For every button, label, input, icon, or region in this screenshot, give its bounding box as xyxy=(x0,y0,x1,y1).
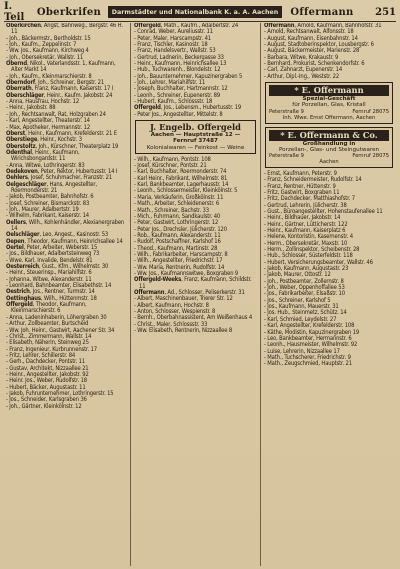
advertisement-box xyxy=(265,127,393,168)
directory-entry: - Heinr., Jakobstr. 88 xyxy=(6,105,56,112)
ad-phone: Fernruf 28075 xyxy=(352,152,389,159)
ad-address: Peterstraße 9 xyxy=(269,108,304,115)
directory-entry: Oepen, Theodor, Kaufmann, Heinrichsallee 14 xyxy=(6,238,123,245)
directory-entry: - Math., Schreiner, Bachstr. 33 xyxy=(134,207,209,214)
directory-entry: - Josef, Schreiner, Bismarckstr. 83 xyxy=(6,200,90,207)
directory-entry: - Joh., Gärtner, Kleinkölnstr. 12 xyxy=(6,403,82,410)
directory-entry: - Wilh., Kaufmann, Pontstr. 108 xyxy=(134,156,211,163)
ad-address: Peterstraße 9 xyxy=(269,152,304,159)
directory-entry: - Christ., Maler, Schlossstr. 33 xyxy=(134,321,208,328)
directory-entry: - Ww. Maria, Rentnerin, Rudolfstr. 14 xyxy=(134,264,225,271)
directory-entry: - Elisabeth, Näherin, Steinweg 25 xyxy=(6,340,89,347)
directory-entry: - Jos., Schreiner, Karlshof 5 xyxy=(264,297,331,304)
directory-entry: - Fritz, Dachdecker, Matthiashofstr. 7 xyxy=(264,196,355,203)
directory-entry: - Käthe, Modistin, Kapuzinergraben 19 xyxy=(264,329,360,336)
directory-entry: Oertel, Peter, Arbeiter, Weberstr. 15 xyxy=(6,245,98,252)
directory-entry: - Fritz, Lehrer, Schillerstr. 84 xyxy=(6,352,76,359)
directory-entry: - Franz, Tischler, Kasinostr. 18 xyxy=(134,42,208,49)
directory-entry: - Heinr., Bildhauer, Jakobstr. 14 xyxy=(264,215,341,222)
directory-entry: - Heinr., Steuerinsp., Mariahilfstr. 6 xyxy=(6,270,92,277)
directory-entry: Odenthal, Heinr., Kaufmann, Wirichsbongardstr. 11 xyxy=(6,149,80,163)
directory-entry: - Jakob, Maurer, Ottostr. 12 xyxy=(264,272,331,279)
advertising-banner: Darmstädter und Nationalbank K. a. A. Aachen xyxy=(108,6,282,18)
directory-entry: - Arthur, Dipl.-Ing., Weststr. 22 xyxy=(264,73,340,80)
directory-entry: - Arthur, Zollbeamter, Burtscheid xyxy=(6,321,89,328)
directory-entry: - Anna, Hausfrau, Hochstr. 12 xyxy=(6,99,80,106)
directory-entry: Oedekoven, Peter, Rektor, Hubertusstr. 14 I xyxy=(6,168,118,175)
directory-entry: - Peter, Gastwirt, Lothringerstr. 12 xyxy=(134,220,219,227)
directory-entry: - Heinr., Angestellter, Jakobstr. 92 xyxy=(6,371,89,378)
directory-entry: - Leonh., Schlossermeister, Kleinkölnstr. 5 xyxy=(134,188,238,195)
directory-entry: - Franz, Ingenieur, Kurbrunnenstr. 17 xyxy=(6,346,97,353)
directory-entry: - Theod., Kaufmann, Martinstr. 28 xyxy=(134,245,218,252)
directory-entry: - Mich., Fuhrmann, Sandkaulstr. 40 xyxy=(134,213,221,220)
directory-entry: - Joh., Lehrer, Mariahilfstr. 11 xyxy=(134,80,206,87)
directory-entry: - Rudolf, Postschaffner, Karlshof 16 xyxy=(134,239,221,246)
directory-entry: - Ww. Joh. Heinr., Gastwirt, Aachener Str. 34 xyxy=(6,327,115,334)
directory-entry: Oelschläger, Leo, Angest., Kasinostr. 53 xyxy=(6,232,109,239)
directory-entry: Oberrath, Franz, Kaufmann, Kaiserstr. 17 I xyxy=(6,86,114,93)
directory-entry: - Joh., Postbeamter, Zollernstr. 8 xyxy=(264,278,344,285)
directory-entry: - Joh., Kaufm., Kleinmarschierstr. 8 xyxy=(6,73,92,80)
directory-entry: Oestrich, Jos., Rentner, Turmstr. 14 xyxy=(6,289,95,296)
directory-entry: - Carl, Zahnarzt, Eupenerstr. 14 xyxy=(264,67,343,74)
directory-entry: - Johanna, Witwe, Alexanderstr. 11 xyxy=(6,276,92,283)
directory-entry: Oberstiege, Heinr., Kochstr. 3 xyxy=(6,137,82,144)
directory-entry: - Heinr. Jos., Weber, Rudolfstr. 18 xyxy=(6,378,87,385)
directory-entry: - Jakob, Postbeamter, Bahnhofstr. 6 xyxy=(6,194,94,201)
directory-entry: - Albert, Kaufmann, Hochstr. 8 xyxy=(134,302,209,309)
directory-entry: - Jakob, Kaufmann, Augustastr. 23 xyxy=(264,266,349,273)
directory-entry: - Fritz, Gastwirt, Boxgraben 11 xyxy=(264,189,340,196)
column-1 xyxy=(3,23,130,566)
column-2 xyxy=(130,23,260,566)
directory-entry: - Hubert, Kaufm., Schlossstr. 18 xyxy=(134,99,213,106)
directory-entry: - Karl, Bankbeamter, Lagerhausstr. 14 xyxy=(134,182,229,189)
directory-entry: - Barbara, Witwe, Krakaustr. 9 xyxy=(264,54,339,61)
directory-entry: - Leonhard, Bahnbeamter, Elisabethstr. 14 xyxy=(6,283,112,290)
directory-entry: - Karl, Angestellter, Theaterstr. 14 xyxy=(6,118,90,125)
directory-entry: - Peter, Maler, Harscampstr. 41 xyxy=(134,35,211,42)
directory-entry: - Ww. Elisabeth, Rentnerin, Nizzaallee 8 xyxy=(134,328,233,335)
ad-title: J. Engelb. Offergeld xyxy=(150,122,241,133)
directory-entry: - Jakob, Fuhrunternehmer, Lothringerstr. 15 xyxy=(6,390,114,397)
directory-entry: - Joh., Maurer, Adalbertstr. 19 xyxy=(6,206,79,213)
advertisement-box xyxy=(135,120,256,154)
directory-entry: - Leonh., Schreiner, Eupenerstr. 89 xyxy=(134,92,221,99)
ad-phone: Fernruf 28075 xyxy=(352,108,389,115)
directory-entry: - Herm., Zollinspektor, Scheibenstr. 28 xyxy=(264,247,360,254)
directory-entry: - Maria, Verkäuferin, Großkölnstr. 11 xyxy=(134,194,224,201)
directory-entry: - Bernhard, Prokurist, Schenkendorfstr. 6 xyxy=(264,61,365,68)
directory-entry: Oberst, Heinr., Kaufmann, Krefelderstr. 21 E xyxy=(6,130,117,137)
page-header xyxy=(4,1,396,23)
directory-entry: - Wwe. Karl, Invalide, Bendelstr. 81 xyxy=(6,257,93,264)
directory-entry: Offermann, Arnold, Kaufmann, Bahnhofstr. 31 xyxy=(264,23,382,29)
directory-entry: - Math., Arbeiter, Schleidenerstr. 6 xyxy=(134,201,220,208)
directory-entry: - Jos. Hub., Steinmetz, Schütz. 14 xyxy=(264,310,347,317)
page-number: 251 xyxy=(375,6,396,18)
directory-entry: - Hub., Schlosser, Süsterfeldstr. 118 xyxy=(264,253,353,260)
directory-entry: Obernd, Nikol., Vaterlandsstr. 1, Kaufmann, Alter Markt 14 xyxy=(6,61,116,74)
directory-entry: - Hubert, Versicherungsbeamter, Wallstr. 46 xyxy=(264,259,373,266)
directory-entry: Oberndorf, Joh., Schreiner, Bergstr. 21 xyxy=(6,80,105,87)
directory-entry: - Anna, Witwe, Lothringerstr. 83 xyxy=(6,162,85,169)
directory-entry: - Anton, Schlosser, Wespienstr. 8 xyxy=(134,309,216,316)
directory-entry: Oehlers, Josef, Schuhmacher, Franzstr. 21 xyxy=(6,175,113,182)
ad-subtitle-2: für Porzellan, Glas, Kristall xyxy=(292,102,366,109)
directory-entry: - Herm., Obersekretär, Maxstr. 10 xyxy=(264,240,348,247)
directory-entry: Oberschläger, Heinr., Kaufm. Jakobstr. 24 xyxy=(6,92,113,99)
directory-entry: - Christ., Zimmermann, Wallstr. 14 xyxy=(6,333,92,340)
left-guide-word: Oberkrifen xyxy=(36,6,102,18)
directory-entry: Oberkirchen, Angst, Bahnweg., Bergstr. 46 H. 11 xyxy=(6,23,123,36)
directory-entry: - Wilhelm, Fabrikant, Kaiserstr. 14 xyxy=(6,213,89,220)
directory-entry: - Karl, Angestellter, Krefelderstr. 108 xyxy=(264,323,355,330)
column-3 xyxy=(260,23,397,566)
directory-entry: - Karl, Buchhalter, Roermonderstr. 74 xyxy=(134,169,227,176)
directory-entry: - Leo, Bankbeamter, Hermannstr. 6 xyxy=(264,335,352,342)
directory-entry: - Conrad, Weber, Aureliusstr. 11 xyxy=(134,29,213,36)
directory-entry: - Albert, Maschinenbauer, Trierer Str. 12 xyxy=(134,296,233,303)
directory-entry: - Anna, Ladeninhaberin, Löhergraben 30 xyxy=(6,314,107,321)
ad-title: * E. Offermann xyxy=(269,85,389,96)
directory-entry: Oettinghaus, Wilh., Hüttenmstr. 18 xyxy=(6,295,97,302)
directory-entry: - Arnold, Rechtsanwalt, Alfonsstr. 18 xyxy=(264,29,354,36)
directory-entry: - Ww. Jos., Kaufmannswitwe, Boxgraben 9 xyxy=(134,270,239,277)
directory-entry: Oelgeschläger, Hans, Angestellter, Roermonderstr. 21 xyxy=(6,181,97,194)
directory-entry: Offermann, Ad., Schlosser, Peliserkerstr. 31 xyxy=(134,289,245,296)
directory-entry: - Joh., Bauunternehmer, Kapuzinergraben 5 xyxy=(134,73,243,80)
directory-entry: - Max, Apotheker, Hermannstr. 12 xyxy=(6,124,91,131)
directory-entry: - Jos., Schneider, Karlsgraben 36 xyxy=(6,397,87,404)
directory-entry: Offergeld, Jos., Lebensm., Hubertusstr. 19 xyxy=(134,105,242,112)
directory-entry: - Joh., Rechtsanwalt, Rat, Holzgraben 24 xyxy=(6,111,106,118)
directory-entry: Oesterreich, Gust., Kfm., Wilhelmstr. 30 xyxy=(6,264,109,271)
directory-entry: - Bernh., Oberbahnassistent, Am Weißenhaus 4 xyxy=(134,315,253,322)
directory-entry: Offergeld, Theodor, Kaufmann, Kleinmarschierstr. 6 xyxy=(6,302,87,315)
directory-entry: - Joseph, Buchhalter, Hartmannstr. 12 xyxy=(134,86,228,93)
directory-entry: - Gertrud, Lehrerin, Jülicherstr. 38 xyxy=(264,202,347,209)
directory-entry: - Wilh., Angestellter, Friedrichstr. 17 xyxy=(134,258,223,265)
ad-title: * E. Offermann & Co. xyxy=(269,130,389,141)
directory-entry: - Jos., Bildhauer, Adalbertsteinweg 73 xyxy=(6,251,100,258)
ad-subtitle: Spezial-Geschäft xyxy=(302,96,356,103)
directory-entry: - Gerh., Dachdecker, Pontstr. 11 xyxy=(6,359,86,366)
directory-entry: - Rob., Kaufmann, Alexanderstr. 11 xyxy=(134,232,221,239)
directory-entry: - Hubert, Bäcker, Augustastr. 11 xyxy=(6,384,86,391)
directory-entry: Oellers, Wilh., Kohlenhändler, Alexianergraben 14 xyxy=(6,219,125,232)
ad-subtitle-2: Porzellan-, Glas- und Steingutwaren xyxy=(278,146,380,153)
directory-entry: - Franz, Schneidermeister, Rudolfstr. 14 xyxy=(264,177,362,184)
directory-entry: - Gustav, Architekt, Nizzaallee 21 xyxy=(6,365,89,372)
directory-entry: - Joh., Kaufm., Zeppelinstr. 7 xyxy=(6,42,77,49)
ad-owner: Aachen xyxy=(319,158,339,165)
directory-entry: - Franz, Handelsvertr., Wallstr. 53 xyxy=(134,48,216,55)
directory-entry: - August, Stadtoberinspektor, Lousbergstr. 6 xyxy=(264,42,374,49)
directory-entry: Offergeld, Math., Kaufm., Adalbertstr. 24 xyxy=(134,23,239,29)
directory-entry: - Karl, Schmied, Leydelstr. 27 xyxy=(264,316,337,323)
right-guide-word: Offermann xyxy=(290,6,354,18)
directory-entry: Offergeld-Weeks, Franz, Kaufmann, Schildstr. 11 xyxy=(134,277,252,290)
directory-entry: - Peter Jos., Angestellter, Mittelstr. 8 xyxy=(134,111,223,118)
directory-entry: - Hub., Tuchwarenh., Blondelstr. 12 xyxy=(134,67,221,74)
directory-entry: - Leonh., Hausmeister, Wilhelmstr. 92 xyxy=(264,342,358,349)
directory-entry: - Wilh., Fabrikarbeiter, Harscampstr. 8 xyxy=(134,251,228,258)
advertisement-box xyxy=(265,82,393,123)
directory-entry: - Heinr., Kaufmann, Heinrichsallee 13 xyxy=(134,61,227,68)
directory-entry: - Jos., Fabrikarbeiter, Elsaßstr. 10 xyxy=(264,291,346,298)
directory-entry: - Josef, Kürschner, Pontstr. 21 xyxy=(134,163,207,170)
directory-entry: - Franz, Rentner, Hüttenstr. 9 xyxy=(264,183,336,190)
directory-entry: - Joh., Bäckermstr., Bertholdstr. 15 xyxy=(6,35,91,42)
directory-entry: - Math., Tuchscherer, Friedrichstr. 9 xyxy=(264,354,351,361)
directory-entry: Oberstoltz, Joh., Kürschner, Theaterplatz 19 xyxy=(6,143,119,150)
ad-subtitle: Großhandlung in xyxy=(302,140,356,147)
header-rule xyxy=(4,21,396,22)
directory-entry: - Joh., Obersekretär, Wallstr. 11 xyxy=(6,54,84,61)
directory-entry: - August, Kaufmann, Eisenbahnstr. 14 xyxy=(264,35,358,42)
part-label: I. Teil xyxy=(4,1,25,23)
directory-entry: - Heinr., Gärtner, Lütticherstr. 122 xyxy=(264,221,348,228)
directory-entry: - Helene, Kontoristin, Kasernenstr. 4 xyxy=(264,234,353,241)
ad-subtitle-2: Kolonialwaren — Feinkost — Weine xyxy=(146,144,245,151)
directory-entry: - Gust., Büroangestellter, Hohenstaufenallee 11 xyxy=(264,208,383,215)
directory-entry: - Karl Heinr., Fabrikant, Wilhelmstr. 81 xyxy=(134,175,228,182)
directory-entry: - Peter Jos., Drechsler, Jülicherstr. 120 xyxy=(134,226,227,233)
directory-entry: - Heinr., Kaufmann, Kaiserplatz 6 xyxy=(264,228,346,234)
directory-entry: - Gertrud, Ladnerin, Beckergasse 33 xyxy=(134,54,224,61)
directory-entry: - August, Bäckermeister, Marienstr. 28 xyxy=(264,48,360,55)
ad-owner: Inh. Wwe. Ernst Offermann, Aachen xyxy=(282,114,376,121)
directory-entry: - Joh., Weber, Oppenhoffallee 53 xyxy=(264,285,345,292)
columns xyxy=(3,23,397,566)
directory-entry: - Ww. Jos., Kaufmann, Kirchweg 4 xyxy=(6,48,89,55)
ad-subtitle: Aachen — Hauptstraße 12 — Fernruf 37487 xyxy=(150,132,241,145)
directory-entry: - Jos., Kaufmann, Mauerstr. 31 xyxy=(264,304,339,311)
directory-entry: - Ernst, Kaufmann, Peterstr. 9 xyxy=(264,170,337,177)
directory-entry: - Math., Zeugschmied, Hauptstr. 21 xyxy=(264,361,352,368)
directory-entry: - Luise, Lehrerin, Nizzaallee 17 xyxy=(264,348,340,355)
